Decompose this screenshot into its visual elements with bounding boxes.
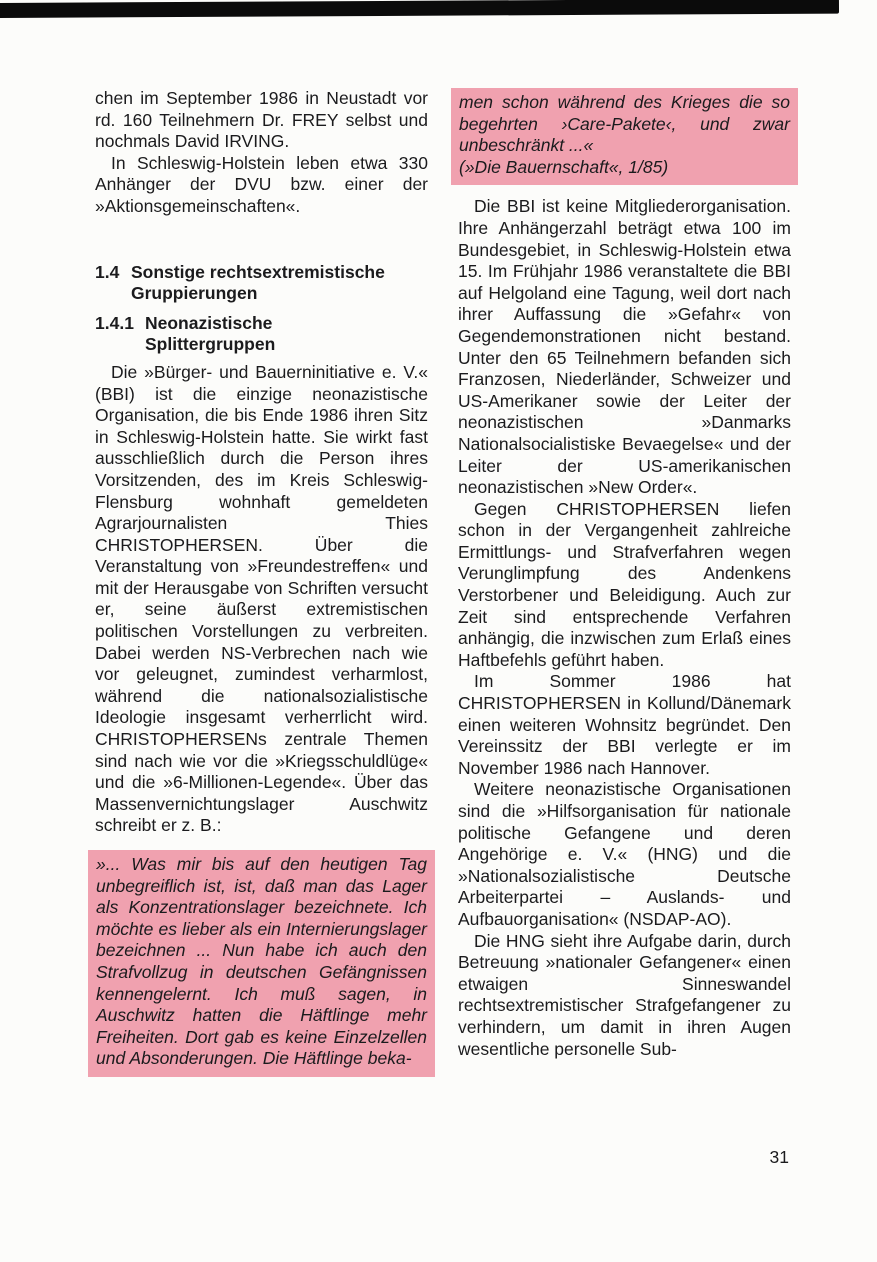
highlighted-quote-block-continuation [451,88,798,185]
body-paragraph-continuation: chen im September 1986 in Neustadt vor rd. 160 Teilnehmern Dr. FREY selbst und nochmals David IRVING. [95,88,428,152]
subsection-heading-number: 1.4.1 [95,312,134,333]
section-heading-number: 1.4 [95,261,120,282]
body-paragraph: Die »Bürger- und Bauerninitiative e. V.« (BBI) ist die einzige neonazistische Organisation, die bis Ende 1986 ihren Sitz in Schleswig-Holstein hatte. Sie wirkt fast ausschließlich durch die Person ihres Vorsitzenden, des im Kreis Schleswig-Flensburg wohnhaft gemeldeten Agrarjournalisten Thies CHRISTOPHERSEN. Über die Veranstaltung von »Freundestreffen« und mit der Herausgabe von Schriften versucht er, seine äußerst extremistischen politischen Vorstellungen zu verbreiten. Dabei werden NS-Verbrechen nach wie vor geleugnet, zumindest verharmlost, während die nationalsozialistische Ideologie insgesamt verherrlicht wird. CHRISTOPHERSENs zentrale Themen sind nach wie vor die »Kriegsschuldlüge« und die »6-Millionen-Legende«. Über das Massenvernichtungslager Auschwitz schreibt er z. B.: [95,361,428,836]
highlighted-quote-block [88,850,435,1077]
body-paragraph: Im Sommer 1986 hat CHRISTOPHERSEN in Kollund/Dänemark einen weiteren Wohnsitz begründet. Den Vereinssitz der BBI verlegte er im November 1986 nach Hannover. [458,671,791,778]
section-heading [95,262,428,305]
quote-text: »... Was mir bis auf den heutigen Tag unbegreiflich ist, ist, daß man das Lager als Konzentrationslager bezeichnete. Ich möchte es lieber als ein Internierungslager bezeichnen ... Nun habe ich auch den Strafvollzug in deutschen Gefängnissen kennengelernt. Ich muß sagen, in Auschwitz hatten die Häftlinge mehr Freiheiten. Dort gab es keine Einzelzellen und Absonderungen. Die Häftlinge beka- [96,854,427,1069]
section-heading-title: Sonstige rechtsextremistische Gruppierungen [131,261,385,304]
body-paragraph: Die BBI ist keine Mitgliederorganisation. Ihre Anhängerzahl beträgt etwa 100 im Bundesgebiet, in Schleswig-Holstein etwa 15. Im Frühjahr 1986 veranstaltete die BBI auf Helgoland eine Tagung, weil dort nach ihrer Auffassung die »Gefahr« von Gegendemonstrationen nicht bestand. Unter den 65 Teilnehmern befanden sich Franzosen, Niederländer, Schweizer und US-Amerikaner sowie der Leiter der neonazistischen »Danmarks Nationalsocialistiske Bevaegelse« und der Leiter der US-amerikanischen neonazistischen »New Order«. [458,196,791,498]
page-number: 31 [769,1147,789,1167]
left-column [95,88,428,1077]
body-paragraph: Weitere neonazistische Organisationen sind die »Hilfsorganisation für nationale politische Gefangene und deren Angehörige e. V.« (HNG) und die »Nationalsozialistische Deutsche Arbeiterpartei – Auslands- und Aufbauorganisation« (NSDAP-AO). [458,779,791,929]
quote-source-citation: (»Die Bauernschaft«, 1/85) [459,156,669,177]
body-paragraph: Die HNG sieht ihre Aufgabe darin, durch Betreuung »nationaler Gefangener« einen etwaigen Sinneswandel rechtsextremistischer Strafgefangener zu verhindern, um damit in ihren Augen wesentliche personelle Sub- [458,930,791,1059]
body-paragraph: In Schleswig-Holstein leben etwa 330 Anhänger der DVU bzw. einer der »Aktionsgemeinschaften«. [95,152,428,216]
quote-continuation-text: men schon während des Krieges die so begehrten ›Care-Pakete‹, und zwar unbeschränkt ...« [459,92,790,156]
page-body [95,88,791,1077]
scan-artifact-bar [0,0,839,18]
right-column [458,88,791,1077]
body-paragraph: Gegen CHRISTOPHERSEN liefen schon in der Vergangenheit zahlreiche Ermittlungs- und Strafverfahren wegen Verunglimpfung des Andenkens Verstorbener und Beleidigung. Auch zur Zeit sind entsprechende Verfahren anhängig, die inzwischen zum Erlaß eines Haftbefehls geführt haben. [458,498,791,670]
subsection-heading [95,313,428,356]
subsection-heading-title: Neonazistische Splittergruppen [145,312,276,355]
